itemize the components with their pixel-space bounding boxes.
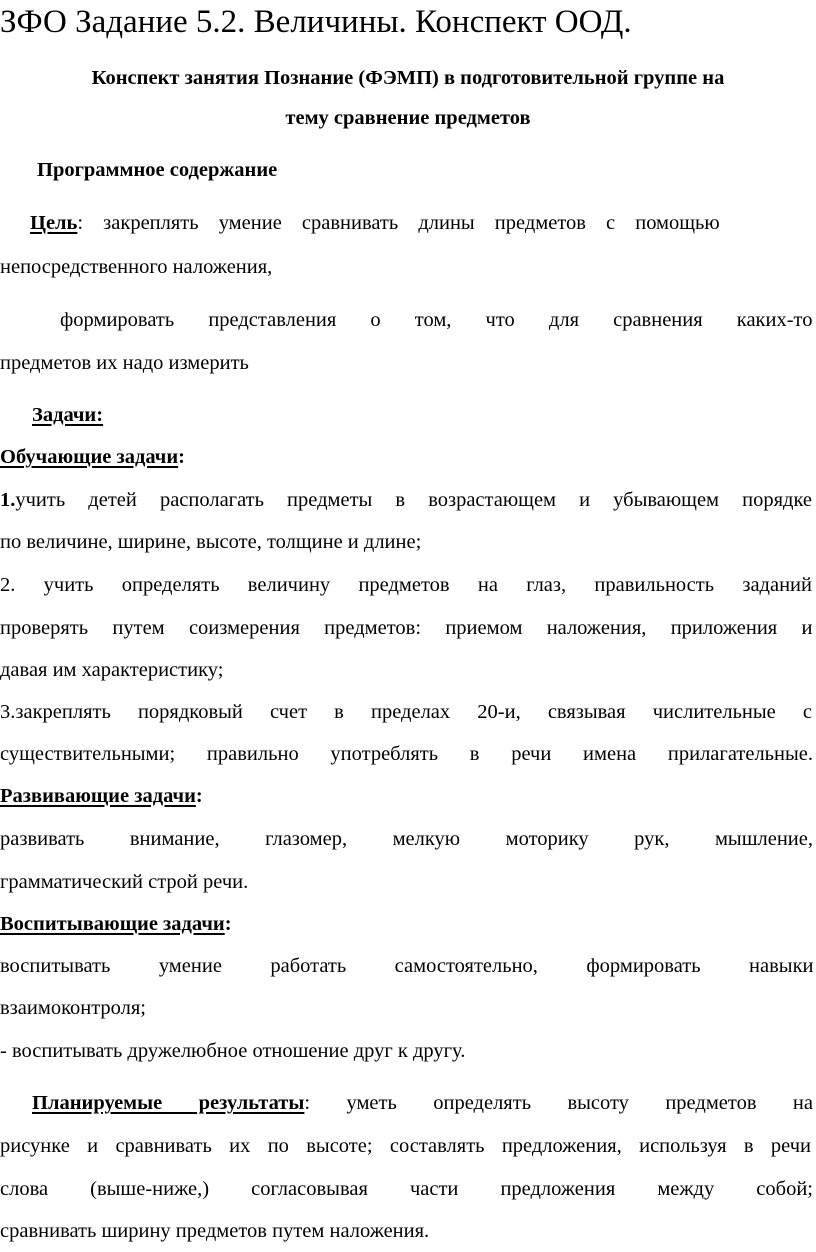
developing-tasks-label: Развивающие задачи	[0, 785, 196, 807]
upbringing-line-2: взаимоконтроля;	[0, 997, 147, 1019]
goal-line-4: предметов их надо измерить	[0, 352, 249, 374]
results-line-3: слова (выше-ниже,) согласовывая части предложения между собой;	[0, 1178, 813, 1200]
teaching-item-2-line-1: 2. учить определять величину предметов на глаз, правильность заданий	[0, 574, 812, 596]
teaching-item-2-line-2: проверять путем соизмерения предметов: приемом наложения, приложения и	[0, 617, 813, 639]
upbringing-tasks-heading: Воспитывающие задачи:	[0, 913, 232, 935]
teaching-tasks-label: Обучающие задачи	[0, 446, 179, 468]
goal-line-1	[0, 210, 816, 236]
upbringing-line-3: - воспитывать дружелюбное отношение друг к другу.	[0, 1040, 466, 1062]
goal-line-2: непосредственного наложения,	[0, 256, 273, 278]
goal-line-3: формировать представления о том, что для сравнения каких-то	[60, 309, 813, 331]
results-line-2: рисунке и сравнивать их по высоте; составлять предложения, используя в речи	[0, 1135, 811, 1157]
program-content-heading: Программное содержание	[37, 159, 278, 181]
teaching-item-2-line-3: давая им характеристику;	[0, 659, 224, 681]
developing-line-1: развивать внимание, глазомер, мелкую моторику рук, мышление,	[0, 828, 813, 850]
developing-tasks-heading: Развивающие задачи:	[0, 785, 203, 807]
teaching-item-3-line-1: 3.закреплять порядковый счет в пределах 20-и, связывая числительные с	[0, 701, 812, 723]
results-label: Планируемые результаты	[32, 1092, 305, 1114]
lesson-heading-line-2: тему сравнение предметов	[285, 107, 531, 129]
developing-line-2: грамматический строй речи.	[0, 871, 249, 893]
upbringing-tasks-label: Воспитывающие задачи	[0, 913, 225, 935]
results-line-1: Планируемые результаты: уметь определять высоту предметов на	[32, 1092, 813, 1114]
goal-label: Цель	[30, 212, 78, 234]
tasks-label: Задачи:	[32, 404, 104, 426]
goal-text-1: : закреплять умение сравнивать длины предметов с помощью	[77, 212, 720, 234]
teaching-tasks-heading: Обучающие задачи:	[0, 446, 185, 468]
results-line-4: сравнивать ширину предметов путем наложения.	[0, 1220, 430, 1242]
lesson-heading-line-1: Конспект занятия Познание (ФЭМП) в подготовительной группе на	[91, 67, 725, 89]
document-title: ЗФО Задание 5.2. Величины. Конспект ООД.	[0, 4, 632, 40]
upbringing-line-1: воспитывать умение работать самостоятельно, формировать навыки	[0, 955, 814, 977]
teaching-item-1-line-1: 1.учить детей располагать предметы в возрастающем и убывающем порядке	[0, 489, 812, 511]
teaching-item-1-line-2: по величине, ширине, высоте, толщине и длине;	[0, 531, 422, 553]
teaching-item-3-line-2: существительными; правильно употреблять в речи имена прилагательные.	[0, 743, 813, 765]
